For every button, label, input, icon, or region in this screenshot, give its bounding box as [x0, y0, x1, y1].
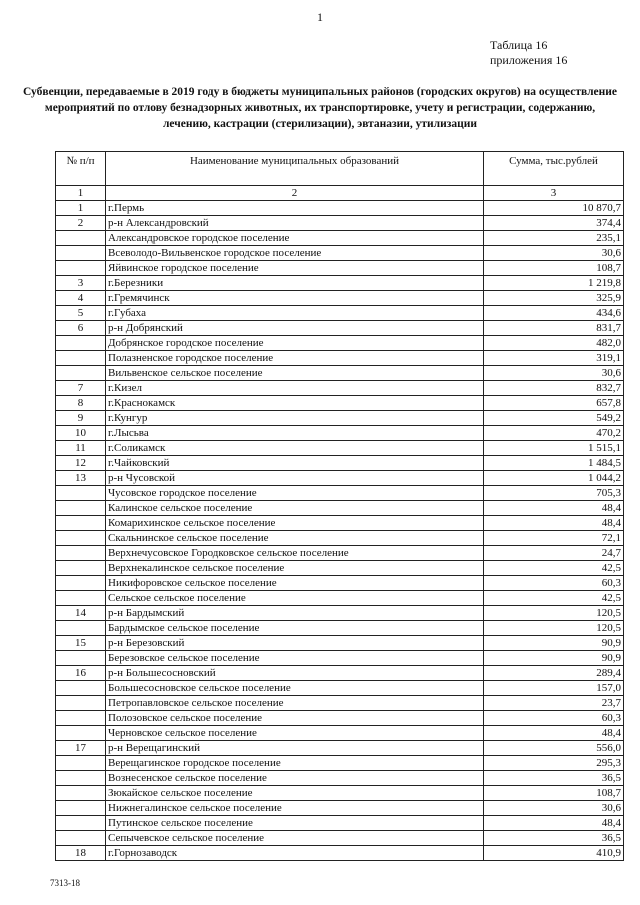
column-index-cell: 1 — [56, 186, 106, 201]
row-number-cell — [56, 801, 106, 816]
row-number-cell: 17 — [56, 741, 106, 756]
row-name-cell: Вознесенское сельское поселение — [106, 771, 484, 786]
column-index-cell: 3 — [484, 186, 624, 201]
row-name-cell: Березовское сельское поселение — [106, 651, 484, 666]
column-header-number: № п/п — [56, 152, 106, 186]
row-number-cell — [56, 816, 106, 831]
row-name-cell: Добрянское городское поселение — [106, 336, 484, 351]
row-sum-cell: 48,4 — [484, 501, 624, 516]
row-name-cell: Сельское сельское поселение — [106, 591, 484, 606]
row-sum-cell: 289,4 — [484, 666, 624, 681]
row-sum-cell: 108,7 — [484, 786, 624, 801]
row-number-cell: 7 — [56, 381, 106, 396]
table-row — [56, 516, 624, 531]
row-name-cell: р-н Верещагинский — [106, 741, 484, 756]
row-number-cell — [56, 516, 106, 531]
row-number-cell — [56, 726, 106, 741]
table-row — [56, 786, 624, 801]
row-name-cell: г.Лысьва — [106, 426, 484, 441]
row-number-cell — [56, 756, 106, 771]
row-name-cell: р-н Александровский — [106, 216, 484, 231]
row-sum-cell: 120,5 — [484, 606, 624, 621]
row-sum-cell: 556,0 — [484, 741, 624, 756]
row-sum-cell: 120,5 — [484, 621, 624, 636]
row-name-cell: Комарихинское сельское поселение — [106, 516, 484, 531]
row-number-cell: 3 — [56, 276, 106, 291]
row-number-cell: 18 — [56, 846, 106, 861]
table-row — [56, 201, 624, 216]
table-row — [56, 486, 624, 501]
row-name-cell: р-н Бардымский — [106, 606, 484, 621]
row-name-cell: Полозовское сельское поселение — [106, 711, 484, 726]
row-sum-cell: 295,3 — [484, 756, 624, 771]
table-row — [56, 396, 624, 411]
row-sum-cell: 1 515,1 — [484, 441, 624, 456]
table-row — [56, 771, 624, 786]
table-row — [56, 531, 624, 546]
table-row — [56, 636, 624, 651]
table-row — [56, 831, 624, 846]
row-name-cell: Путинское сельское поселение — [106, 816, 484, 831]
row-name-cell: Черновское сельское поселение — [106, 726, 484, 741]
row-name-cell: р-н Добрянский — [106, 321, 484, 336]
row-number-cell: 13 — [56, 471, 106, 486]
row-name-cell: Александровское городское поселение — [106, 231, 484, 246]
column-index-row — [56, 186, 624, 201]
table-row — [56, 246, 624, 261]
table-row — [56, 741, 624, 756]
row-sum-cell: 657,8 — [484, 396, 624, 411]
row-number-cell: 14 — [56, 606, 106, 621]
table-row — [56, 231, 624, 246]
row-sum-cell: 157,0 — [484, 681, 624, 696]
table-row — [56, 756, 624, 771]
table-row — [56, 291, 624, 306]
table-row — [56, 351, 624, 366]
row-name-cell: р-н Большесосновский — [106, 666, 484, 681]
row-name-cell: Никифоровское сельское поселение — [106, 576, 484, 591]
row-sum-cell: 319,1 — [484, 351, 624, 366]
table-row — [56, 366, 624, 381]
row-name-cell: Чусовское городское поселение — [106, 486, 484, 501]
table-body — [56, 201, 624, 861]
table-header-row — [56, 152, 624, 186]
row-number-cell: 4 — [56, 291, 106, 306]
row-number-cell — [56, 546, 106, 561]
row-number-cell — [56, 366, 106, 381]
table-row — [56, 546, 624, 561]
row-number-cell — [56, 501, 106, 516]
table-row — [56, 666, 624, 681]
row-sum-cell: 23,7 — [484, 696, 624, 711]
row-number-cell: 9 — [56, 411, 106, 426]
row-number-cell: 5 — [56, 306, 106, 321]
row-name-cell: г.Кунгур — [106, 411, 484, 426]
table-label — [490, 38, 567, 68]
row-number-cell: 10 — [56, 426, 106, 441]
column-header-name: Наименование муниципальных образований — [106, 152, 484, 186]
column-header-sum: Сумма, тыс.рублей — [484, 152, 624, 186]
row-number-cell — [56, 591, 106, 606]
document-title: Субвенции, передаваемые в 2019 году в бюджеты муниципальных районов (городских округов) на осуществление мероприятий по отлову безнадзорных животных, их транспортировке, учету и регистрации, содержанию, лечению, кастрации (стерилизации), эвтаназии, утилизации — [23, 86, 617, 130]
row-number-cell: 1 — [56, 201, 106, 216]
table-row — [56, 696, 624, 711]
table-number: Таблица 16 — [490, 38, 548, 52]
row-name-cell: Верхнекалинское сельское поселение — [106, 561, 484, 576]
row-sum-cell: 831,7 — [484, 321, 624, 336]
row-name-cell: г.Губаха — [106, 306, 484, 321]
table-row — [56, 441, 624, 456]
row-sum-cell: 434,6 — [484, 306, 624, 321]
row-sum-cell: 374,4 — [484, 216, 624, 231]
row-number-cell — [56, 531, 106, 546]
row-number-cell — [56, 681, 106, 696]
row-number-cell — [56, 621, 106, 636]
row-sum-cell: 549,2 — [484, 411, 624, 426]
row-sum-cell: 42,5 — [484, 591, 624, 606]
row-number-cell — [56, 576, 106, 591]
row-sum-cell: 42,5 — [484, 561, 624, 576]
table-row — [56, 816, 624, 831]
row-name-cell: г.Гремячинск — [106, 291, 484, 306]
row-number-cell — [56, 561, 106, 576]
row-sum-cell: 36,5 — [484, 831, 624, 846]
row-name-cell: Большесосновское сельское поселение — [106, 681, 484, 696]
row-number-cell: 6 — [56, 321, 106, 336]
row-number-cell: 8 — [56, 396, 106, 411]
table-row — [56, 846, 624, 861]
row-sum-cell: 470,2 — [484, 426, 624, 441]
table-row — [56, 501, 624, 516]
table-row — [56, 411, 624, 426]
table-row — [56, 306, 624, 321]
table-row — [56, 681, 624, 696]
row-name-cell: р-н Березовский — [106, 636, 484, 651]
row-name-cell: Яйвинское городское поселение — [106, 261, 484, 276]
row-name-cell: г.Чайковский — [106, 456, 484, 471]
table-row — [56, 621, 624, 636]
row-sum-cell: 1 044,2 — [484, 471, 624, 486]
row-number-cell — [56, 711, 106, 726]
row-sum-cell: 90,9 — [484, 651, 624, 666]
row-sum-cell: 410,9 — [484, 846, 624, 861]
row-name-cell: г.Кизел — [106, 381, 484, 396]
row-number-cell — [56, 351, 106, 366]
row-name-cell: Верещагинское городское поселение — [106, 756, 484, 771]
row-name-cell: р-н Чусовской — [106, 471, 484, 486]
table-row — [56, 561, 624, 576]
row-name-cell: Бардымское сельское поселение — [106, 621, 484, 636]
row-number-cell: 16 — [56, 666, 106, 681]
row-sum-cell: 90,9 — [484, 636, 624, 651]
row-name-cell: Полазненское городское поселение — [106, 351, 484, 366]
row-name-cell: г.Краснокамск — [106, 396, 484, 411]
row-number-cell: 12 — [56, 456, 106, 471]
row-sum-cell: 482,0 — [484, 336, 624, 351]
table-row — [56, 651, 624, 666]
table-row — [56, 471, 624, 486]
table-row — [56, 381, 624, 396]
row-name-cell: Скальнинское сельское поселение — [106, 531, 484, 546]
row-number-cell: 11 — [56, 441, 106, 456]
row-sum-cell: 235,1 — [484, 231, 624, 246]
table-row — [56, 711, 624, 726]
page-number: 1 — [317, 10, 323, 24]
table-row — [56, 321, 624, 336]
row-name-cell: Петропавловское сельское поселение — [106, 696, 484, 711]
row-number-cell — [56, 486, 106, 501]
row-name-cell: г.Пермь — [106, 201, 484, 216]
row-name-cell: Нижнегалинское сельское поселение — [106, 801, 484, 816]
row-sum-cell: 30,6 — [484, 246, 624, 261]
table-row — [56, 216, 624, 231]
row-number-cell — [56, 831, 106, 846]
table-row — [56, 456, 624, 471]
row-sum-cell: 48,4 — [484, 816, 624, 831]
row-sum-cell: 24,7 — [484, 546, 624, 561]
row-number-cell — [56, 261, 106, 276]
row-number-cell: 2 — [56, 216, 106, 231]
row-name-cell: Всеволодо-Вильвенское городское поселение — [106, 246, 484, 261]
table-row — [56, 261, 624, 276]
column-index-cell: 2 — [106, 186, 484, 201]
table-row — [56, 336, 624, 351]
row-sum-cell: 60,3 — [484, 711, 624, 726]
table-row — [56, 591, 624, 606]
row-sum-cell: 10 870,7 — [484, 201, 624, 216]
table-row — [56, 426, 624, 441]
subsidies-table — [55, 151, 624, 861]
row-name-cell: Сепычевское сельское поселение — [106, 831, 484, 846]
row-name-cell: Калинское сельское поселение — [106, 501, 484, 516]
table-row — [56, 276, 624, 291]
row-number-cell: 15 — [56, 636, 106, 651]
row-sum-cell: 48,4 — [484, 516, 624, 531]
table-row — [56, 606, 624, 621]
row-sum-cell: 60,3 — [484, 576, 624, 591]
row-name-cell: г.Соликамск — [106, 441, 484, 456]
row-number-cell — [56, 696, 106, 711]
table-row — [56, 801, 624, 816]
row-sum-cell: 1 219,8 — [484, 276, 624, 291]
table-row — [56, 576, 624, 591]
row-sum-cell: 72,1 — [484, 531, 624, 546]
row-sum-cell: 36,5 — [484, 771, 624, 786]
row-name-cell: Вильвенское сельское поселение — [106, 366, 484, 381]
row-name-cell: Верхнечусовское Городковское сельское поселение — [106, 546, 484, 561]
row-number-cell — [56, 246, 106, 261]
row-name-cell: г.Березники — [106, 276, 484, 291]
row-number-cell — [56, 231, 106, 246]
row-number-cell — [56, 786, 106, 801]
row-sum-cell: 30,6 — [484, 801, 624, 816]
row-number-cell — [56, 336, 106, 351]
row-name-cell: г.Горнозаводск — [106, 846, 484, 861]
row-sum-cell: 30,6 — [484, 366, 624, 381]
row-sum-cell: 832,7 — [484, 381, 624, 396]
row-sum-cell: 1 484,5 — [484, 456, 624, 471]
row-sum-cell: 325,9 — [484, 291, 624, 306]
row-sum-cell: 705,3 — [484, 486, 624, 501]
row-sum-cell: 48,4 — [484, 726, 624, 741]
row-sum-cell: 108,7 — [484, 261, 624, 276]
table-row — [56, 726, 624, 741]
row-name-cell: Зюкайское сельское поселение — [106, 786, 484, 801]
row-number-cell — [56, 651, 106, 666]
footer-code: 7313-18 — [50, 878, 80, 888]
appendix-reference: приложения 16 — [490, 53, 568, 67]
row-number-cell — [56, 771, 106, 786]
